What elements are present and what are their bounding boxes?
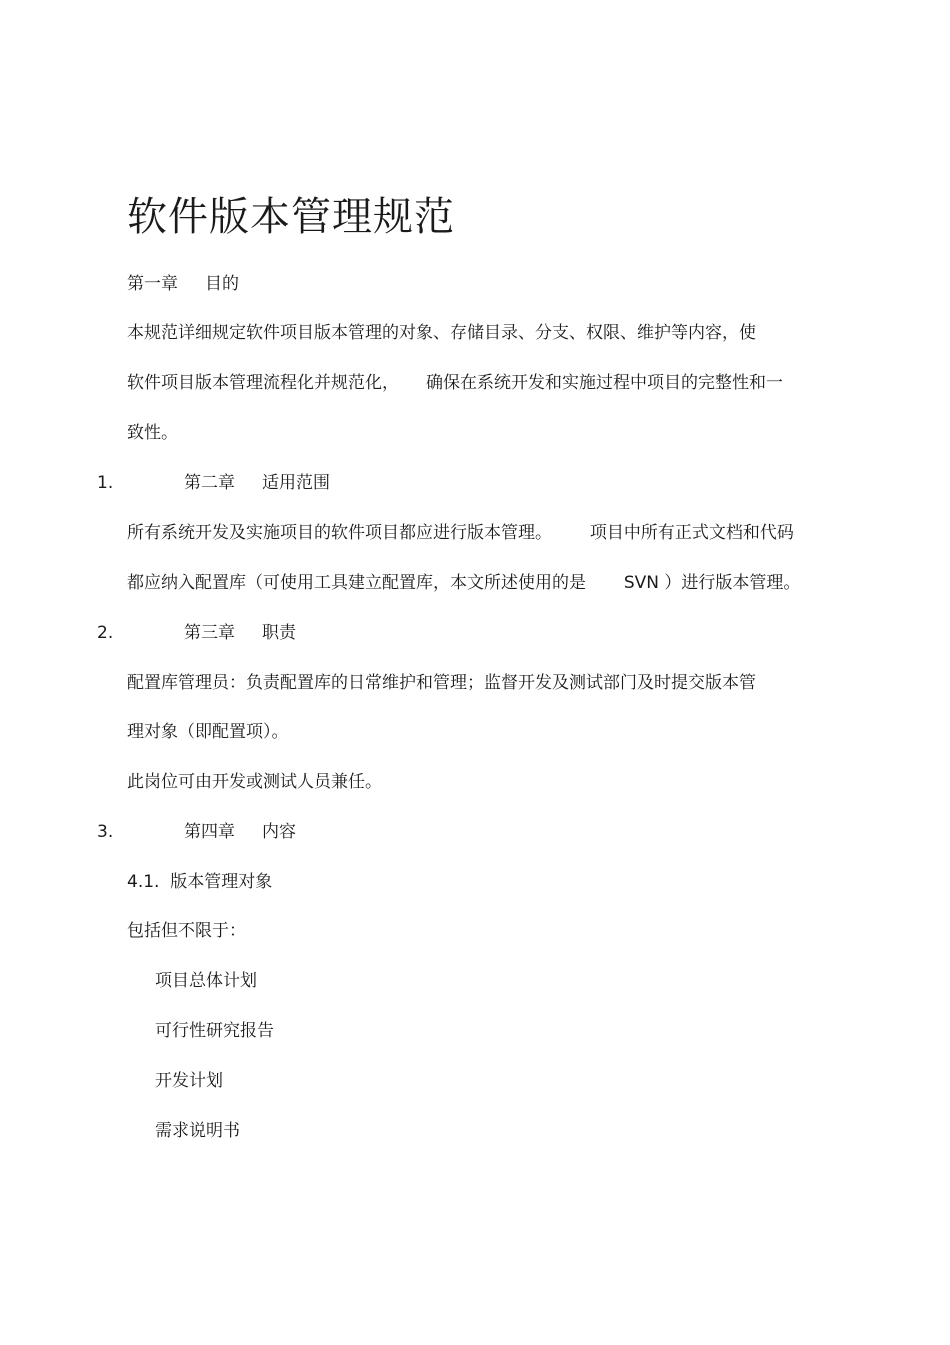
paragraph-line: 本规范详细规定软件项目版本管理的对象、存储目录、分支、权限、维护等内容，使 (127, 323, 756, 343)
chapter-1-heading: 第一章 目的 (127, 274, 240, 294)
paragraph-line: 此岗位可由开发或测试人员兼任。 (127, 772, 382, 792)
list-item: 可行性研究报告 (155, 1021, 274, 1041)
list-intro: 包括但不限于： (127, 921, 246, 941)
chapter-3-heading: 第三章 职责 (184, 623, 297, 643)
list-item: 开发计划 (155, 1071, 223, 1091)
chapter-4-heading: 第四章 内容 (184, 822, 297, 842)
chapter-2-number: 1. (97, 473, 114, 493)
chapter-3-number: 2. (97, 623, 114, 643)
list-item: 项目总体计划 (155, 971, 257, 991)
list-item: 需求说明书 (155, 1121, 240, 1141)
chapter-2-heading: 第二章 适用范围 (184, 473, 331, 493)
paragraph-line: 理对象（即配置项）。 (127, 722, 289, 742)
paragraph-line: 软件项目版本管理流程化并规范化， 确保在系统开发和实施过程中项目的完整性和一 (127, 373, 784, 393)
paragraph-line: 都应纳入配置库（可使用工具建立配置库，本文所述使用的是 SVN ）进行版本管理。 (127, 573, 801, 593)
page-title: 软件版本管理规范 (127, 194, 455, 240)
paragraph-line: 所有系统开发及实施项目的软件项目都应进行版本管理。 项目中所有正式文档和代码 (127, 523, 794, 543)
chapter-4-number: 3. (97, 822, 114, 842)
section-4-1-heading: 4.1. 版本管理对象 (127, 872, 273, 892)
paragraph-line: 致性。 (127, 423, 178, 443)
paragraph-line: 配置库管理员：负责配置库的日常维护和管理；监督开发及测试部门及时提交版本管 (127, 673, 756, 693)
